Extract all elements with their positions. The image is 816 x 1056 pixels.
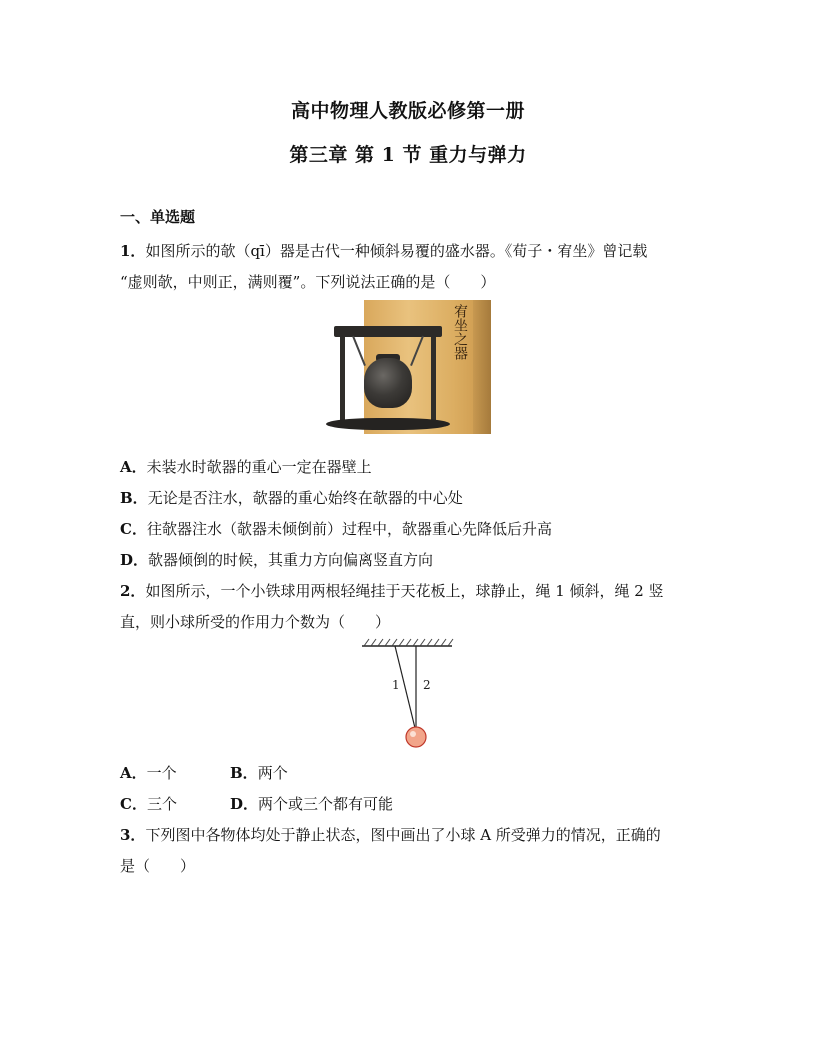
iron-ball xyxy=(406,727,426,747)
option-text: 两个 xyxy=(257,764,288,782)
option-1d xyxy=(120,549,433,570)
options-2-row-1 xyxy=(120,762,288,783)
rope-2-label: 2 xyxy=(423,678,431,692)
option-label: D． xyxy=(120,551,149,569)
option-1c xyxy=(120,518,552,539)
document-title: 高中物理人教版必修第一册 xyxy=(290,100,525,122)
question-number: 2． xyxy=(120,582,146,600)
option-label: A． xyxy=(120,458,147,476)
question-1-line-1 xyxy=(120,240,647,261)
hanging-ball-svg xyxy=(360,638,456,752)
option-label: B． xyxy=(230,764,258,782)
question-2-line-2: 直，则小球所受的作用力个数为（ ） xyxy=(120,613,391,631)
options-2-row-2 xyxy=(120,793,394,814)
option-text: 未装水时欹器的重心一定在器壁上 xyxy=(146,458,372,476)
rope-1-label: 1 xyxy=(392,678,400,692)
option-1a xyxy=(120,456,372,477)
hanging-ball-diagram xyxy=(360,638,456,752)
question-number: 3． xyxy=(120,826,146,844)
frame-base xyxy=(326,418,450,430)
frame-post-left xyxy=(340,330,345,426)
question-3-line-1 xyxy=(120,824,661,845)
option-1b xyxy=(120,487,463,508)
option-label: C． xyxy=(120,520,147,538)
frame-post-right xyxy=(431,330,436,426)
question-2-line-1 xyxy=(120,580,664,601)
question-text: 如图所示的欹（qī）器是古代一种倾斜易覆的盛水器。《荀子・宥坐》曾记载 xyxy=(145,242,648,260)
question-1-line-2: “虚则欹，中则正，满则覆”。下列说法正确的是（ ） xyxy=(120,273,496,291)
question-text: 下列图中各物体均处于静止状态，图中画出了小球 A 所受弹力的情况，正确的 xyxy=(145,826,661,844)
option-text: 无论是否注水，欹器的重心始终在欹器的中心处 xyxy=(147,489,463,507)
option-text: 三个 xyxy=(146,795,177,813)
option-label: B． xyxy=(120,489,148,507)
option-text: 欹器倾倒的时候，其重力方向偏离竖直方向 xyxy=(148,551,434,569)
option-label: C． xyxy=(120,795,147,813)
question-3-line-2: 是（ ） xyxy=(120,857,196,875)
frame-crossbar xyxy=(334,326,442,337)
option-2d xyxy=(230,793,393,814)
box-calligraphy: 宥坐之器 xyxy=(452,304,468,360)
option-text: 两个或三个都有可能 xyxy=(258,795,394,813)
qiqi-vessel-image xyxy=(324,300,491,442)
option-2b xyxy=(230,762,288,783)
option-text: 一个 xyxy=(146,764,177,782)
ceiling-hatching xyxy=(364,639,453,646)
section-heading: 一、单选题 xyxy=(120,208,196,226)
option-text: 往欹器注水（欹器未倾倒前）过程中，欹器重心先降低后升高 xyxy=(146,520,552,538)
vessel-body xyxy=(364,358,412,408)
option-label: D． xyxy=(230,795,259,813)
question-number: 1． xyxy=(120,242,146,260)
document-subtitle: 第三章 第 1 节 重力与弹力 xyxy=(289,144,527,166)
option-label: A． xyxy=(120,764,147,782)
question-text: 如图所示，一个小铁球用两根轻绳挂于天花板上，球静止，绳 1 倾斜，绳 2 竖 xyxy=(145,582,664,600)
ball-highlight xyxy=(410,731,416,737)
